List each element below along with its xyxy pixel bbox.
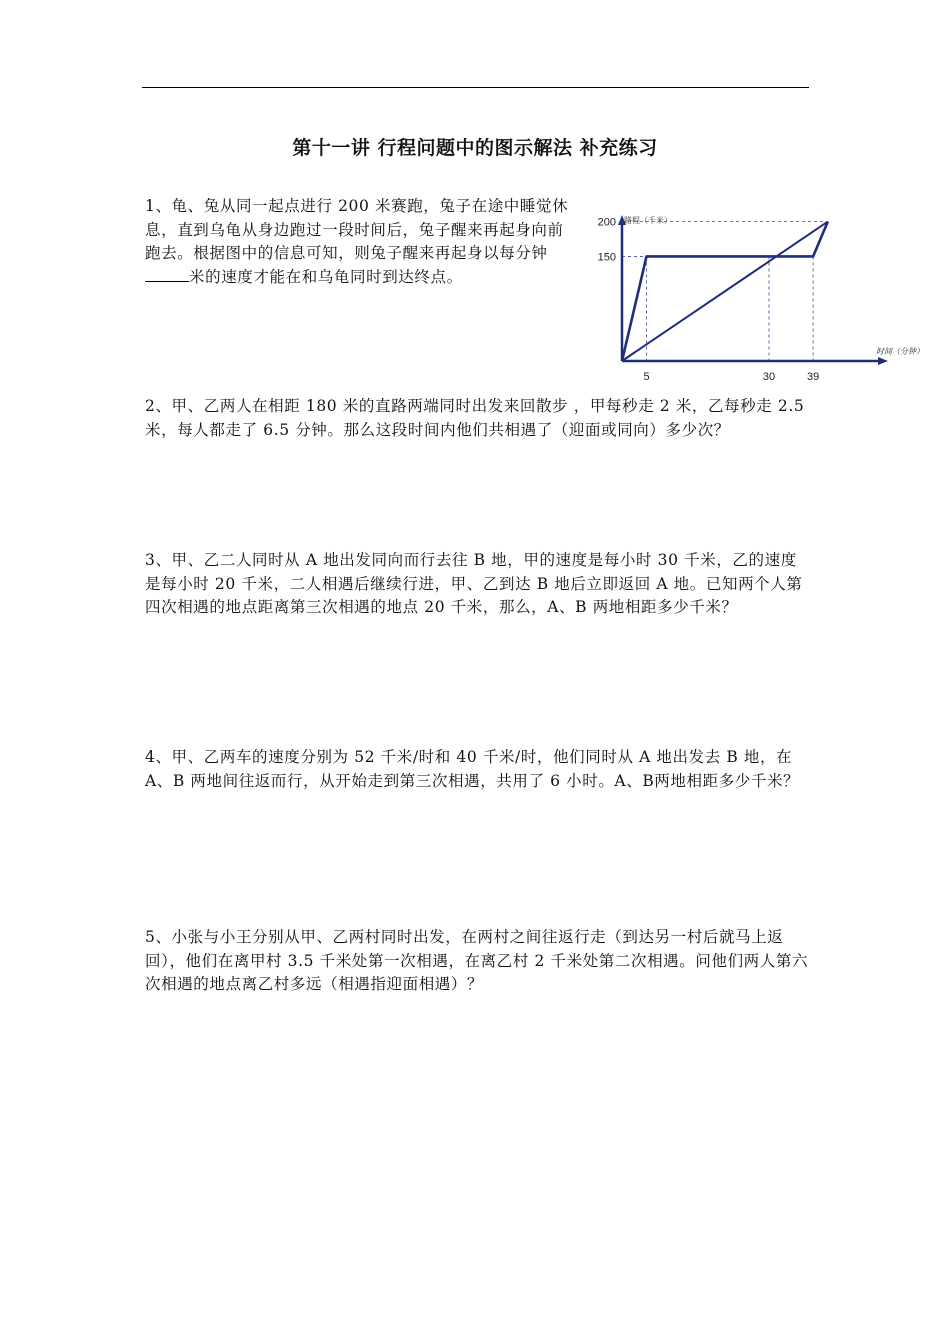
distance-time-chart bbox=[590, 200, 935, 390]
y-axis-label: 路程（千米） bbox=[624, 216, 672, 225]
question-4: 4、甲、乙两车的速度分别为 52 千米/时和 40 千米/时，他们同时从 A 地出发去 B 地，在 A、B 两地间往返而行，从开始走到第三次相遇，共用了 6 小时。A、B两地相距多少千米？ bbox=[145, 748, 800, 790]
question-1 bbox=[145, 195, 577, 289]
x-tick-label: 39 bbox=[806, 371, 820, 383]
x-axis-arrow-icon bbox=[878, 357, 888, 365]
question-5: 5、小张与小王分别从甲、乙两村同时出发，在两村之间往返行走（到达另一村后就马上返回），他们在离甲村 3.5 千米处第一次相遇，在离乙村 2 千米处第二次相遇。问他们两人第六次相遇的地点离乙村多远（相遇指迎面相遇）？ bbox=[145, 928, 809, 993]
header-rule bbox=[142, 87, 809, 88]
question-1-text-end: 米的速度才能在和乌龟同时到达终点。 bbox=[189, 267, 463, 286]
question-2: 2、甲、乙两人在相距 180 米的直路两端同时出发来回散步 ，甲每秒走 2 米，乙每秒走 2.5 米，每人都走了 6.5 分钟。那么这段时间内他们共相遇了（迎面或同向）多少次？ bbox=[145, 397, 805, 439]
x-tick-label: 30 bbox=[762, 371, 776, 383]
question-1-text: 1、龟、兔从同一起点进行 200 米赛跑，兔子在途中睡觉休息，直到乌龟从身边跑过一段时间后，兔子醒来再起身向前跑去。根据图中的信息可知，则兔子醒来再起身以每分钟 bbox=[145, 197, 569, 262]
x-axis-label: 时间（分钟） bbox=[876, 347, 924, 356]
question-3: 3、甲、乙二人同时从 A 地出发同向而行去往 B 地，甲的速度是每小时 30 千米，乙的速度是每小时 20 千米，二人相遇后继续行进，甲、乙到达 B 地后立即返回 A 地。已知两个人第四次相遇的地点距离第三次相遇的地点 20 千米，那么，A、B 两地相距多少千米？ bbox=[145, 551, 803, 616]
y-tick-label: 150 bbox=[597, 251, 616, 264]
y-tick-label: 200 bbox=[597, 216, 616, 229]
tortoise-series-line bbox=[622, 222, 828, 361]
page-title: 第十一讲 行程问题中的图示解法 补充练习 bbox=[292, 137, 658, 159]
answer-blank bbox=[145, 267, 189, 282]
x-tick-label: 5 bbox=[643, 371, 650, 383]
